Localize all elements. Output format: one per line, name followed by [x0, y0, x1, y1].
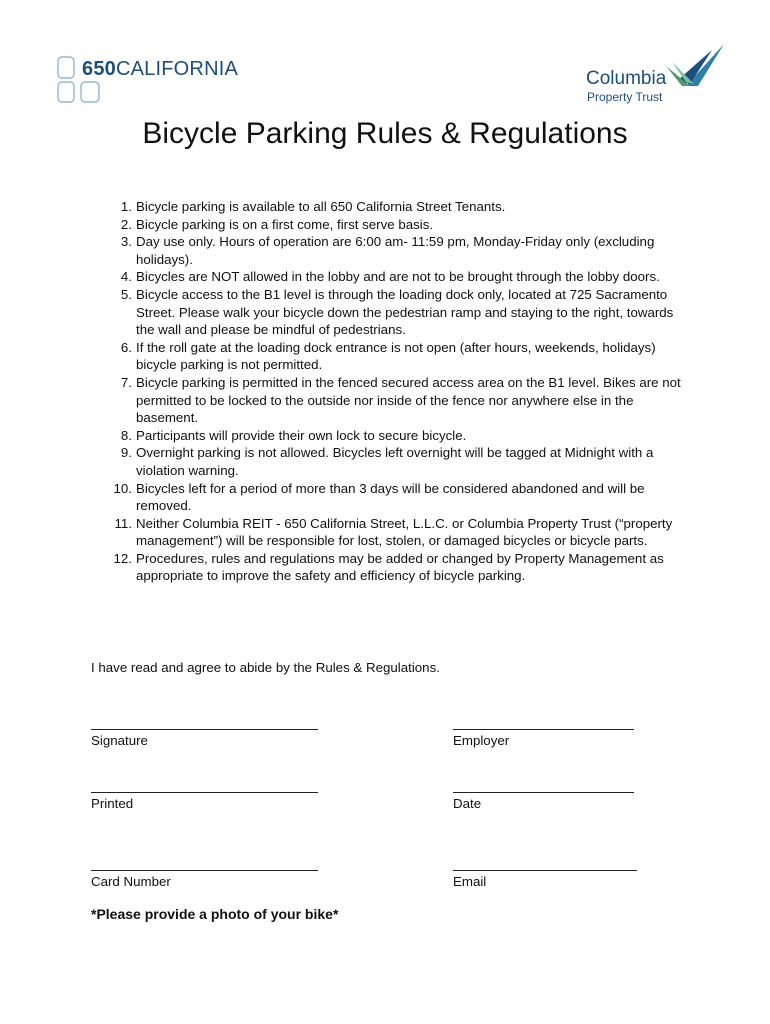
rule-number: 8 .	[110, 427, 132, 445]
rule-text: Procedures, rules and regulations may be added or changed by Property Management as appropriate to improve the safety and efficiency of bicycle parking.	[136, 550, 664, 584]
rule-item	[110, 216, 685, 234]
rule-item	[110, 550, 685, 585]
signature-label: Signature	[91, 733, 148, 748]
rule-item	[110, 268, 685, 286]
page-title: Bicycle Parking Rules & Regulations	[142, 117, 628, 150]
card-number-label: Card Number	[91, 874, 171, 889]
date-line[interactable]	[453, 792, 634, 793]
rule-number: 9 .	[110, 444, 132, 462]
email-field[interactable]	[453, 870, 637, 889]
rule-text: Bicycle access to the B1 level is through the loading dock only, located at 725 Sacramento Street. Please walk your bicycle down the pedestrian ramp and staying to the right, towards the wall and please be mindful of pedestrians.	[136, 286, 674, 338]
photo-request-note: *Please provide a photo of your bike*	[91, 906, 339, 922]
rule-text: Bicycle parking is on a first come, first serve basis.	[136, 216, 434, 232]
logo-650-california-text	[82, 58, 238, 81]
rule-item	[110, 480, 685, 515]
rule-item	[110, 374, 685, 427]
rule-number: 10 .	[110, 480, 132, 498]
employer-line[interactable]	[453, 729, 634, 730]
email-line[interactable]	[453, 870, 637, 871]
signature-field[interactable]	[91, 729, 318, 748]
columbia-logo-subtitle: Property Trust	[587, 90, 663, 104]
rule-text: Neither Columbia REIT - 650 California Street, L.L.C. or Columbia Property Trust (“property management”) will be responsible for lost, stolen, or damaged bicycles or bicycle parts.	[136, 515, 673, 549]
rule-number: 6 .	[110, 339, 132, 357]
rule-text: Bicycles are NOT allowed in the lobby and are not to be brought through the lobby doors.	[136, 269, 660, 285]
rule-item	[110, 444, 685, 479]
rule-text: Bicycle parking is available to all 650 California Street Tenants.	[136, 199, 506, 214]
rule-item	[110, 427, 685, 445]
logo-650-california	[56, 55, 246, 105]
logo-california-word: CALIFORNIA	[115, 58, 239, 80]
rule-text: Participants will provide their own lock to secure bicycle.	[136, 427, 467, 443]
agreement-statement: I have read and agree to abide by the Rules & Regulations.	[91, 660, 440, 675]
rule-text: Overnight parking is not allowed. Bicycles left overnight will be tagged at Midnight with a violation warning.	[136, 445, 654, 478]
date-label: Date	[453, 796, 482, 811]
rule-number: 2 .	[110, 216, 132, 234]
rule-item	[110, 515, 685, 550]
rule-text: Bicycles left for a period of more than 3 days will be considered abandoned and will be removed.	[136, 480, 645, 514]
card-number-field[interactable]	[91, 870, 318, 889]
rule-item	[110, 286, 685, 339]
signature-line[interactable]	[91, 729, 318, 730]
card-number-line[interactable]	[91, 870, 318, 871]
rule-text: Day use only. Hours of operation are 6:00 am- 11:59 pm, Monday-Friday only (excluding holidays).	[136, 234, 655, 267]
rule-item	[110, 198, 685, 216]
rule-number: 5 .	[110, 286, 132, 304]
rule-text: If the roll gate at the loading dock entrance is not open (after hours, weekends, holidays) bicycle parking is not permitted.	[136, 339, 656, 373]
logo-650-bold: 650	[82, 58, 116, 80]
employer-label: Employer	[453, 733, 510, 748]
email-label: Email	[453, 874, 487, 889]
rule-text: Bicycle parking is permitted in the fenced secured access area on the B1 level. Bikes are not permitted to be locked to the outside nor inside of the fence nor anywhere else in the basement.	[136, 374, 681, 426]
printed-name-field[interactable]	[91, 792, 318, 811]
date-field[interactable]	[453, 792, 634, 811]
rule-item	[110, 339, 685, 374]
rule-number: 11 .	[110, 515, 132, 533]
rule-number: 3 .	[110, 233, 132, 251]
rule-number: 12 .	[110, 550, 132, 568]
columbia-logo-name: Columbia	[586, 68, 667, 89]
printed-label: Printed	[91, 796, 134, 811]
employer-field[interactable]	[453, 729, 634, 748]
rule-number: 4 .	[110, 268, 132, 286]
rule-number: 7 .	[110, 374, 132, 392]
rules-list	[110, 198, 685, 585]
logo-columbia-property-trust	[586, 40, 726, 110]
printed-line[interactable]	[91, 792, 318, 793]
sail-logo-icon	[664, 42, 726, 90]
rule-item	[110, 233, 685, 268]
rule-number: 1 .	[110, 198, 132, 216]
